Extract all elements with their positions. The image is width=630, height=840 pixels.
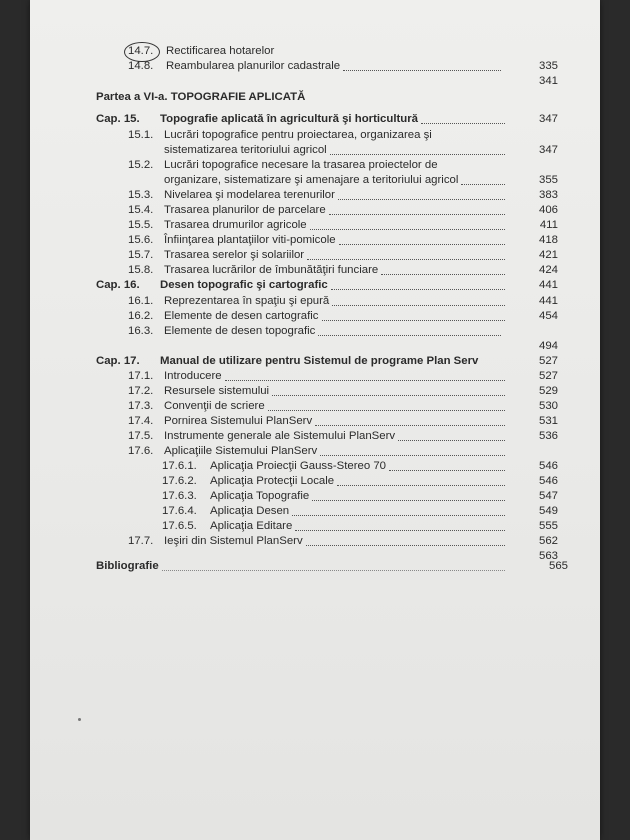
entry-title: Ieşiri din Sistemul PlanServ <box>164 535 303 547</box>
entry-page: 418 <box>538 234 558 246</box>
entry-page: 383 <box>538 189 558 201</box>
entry-number: 15.1. <box>128 129 154 141</box>
entry-number: 17.1. <box>128 370 154 382</box>
toc-entry-17-3 <box>128 398 508 414</box>
part-heading <box>96 89 396 105</box>
chapter-title: Topografie aplicată în agricultură şi horticultură <box>160 113 419 125</box>
entry-title: Pornirea Sistemului PlanServ <box>164 415 313 427</box>
toc-entry-15-5 <box>128 217 508 233</box>
entry-page: 565 <box>548 560 568 572</box>
entry-number: 15.5. <box>128 219 154 231</box>
entry-title-cont: organizare, sistematizare şi amenajare a teritoriului agricol <box>164 174 459 186</box>
entry-number: 17.4. <box>128 415 154 427</box>
entry-title: Reambularea planurilor cadastrale <box>166 60 341 72</box>
dot-leader <box>268 400 505 411</box>
entry-number: 17.7. <box>128 535 154 547</box>
entry-page: 441 <box>538 295 558 307</box>
entry-page: 555 <box>538 520 558 532</box>
entry-page: 406 <box>538 204 558 216</box>
entry-number: 15.6. <box>128 234 154 246</box>
toc-entry-17-6 <box>128 443 508 459</box>
dot-leader <box>421 113 505 124</box>
dot-leader <box>338 189 505 200</box>
dot-leader <box>389 460 505 471</box>
dot-leader <box>343 60 501 71</box>
entry-number: 15.7. <box>128 249 154 261</box>
entry-page: 530 <box>538 400 558 412</box>
dot-leader <box>272 385 505 396</box>
dot-leader <box>339 234 505 245</box>
toc-entry-15-2 <box>128 157 508 173</box>
entry-title: Introducere <box>164 370 222 382</box>
entry-title: Nivelarea şi modelarea terenurilor <box>164 189 335 201</box>
toc-entry-15-6 <box>128 232 508 248</box>
toc-entry-17-6-2 <box>162 473 508 489</box>
chapter-17 <box>96 353 516 369</box>
entry-page: 546 <box>538 460 558 472</box>
entry-title-cont: sistematizarea teritoriului agricol <box>164 144 327 156</box>
toc-entry-17-6-1 <box>162 458 508 474</box>
dot-leader <box>398 430 505 441</box>
entry-title: Elemente de desen cartografic <box>164 310 319 322</box>
entry-page: 421 <box>538 249 558 261</box>
entry-title: Înfiinţarea plantaţiilor viti-pomicole <box>164 234 336 246</box>
entry-title: Aplicaţia Proiecţii Gauss-Stereo 70 <box>210 460 387 472</box>
toc-entry-16-1 <box>128 293 508 309</box>
entry-title: Lucrări topografice pentru proiectarea, organizarea şi <box>164 129 432 141</box>
entry-number: 15.8. <box>128 264 154 276</box>
entry-page: 341 <box>538 75 558 87</box>
toc-entry-16-2 <box>128 308 508 324</box>
entry-page: 424 <box>538 264 558 276</box>
entry-title: Reprezentarea în spaţiu şi epură <box>164 295 330 307</box>
dot-leader <box>330 144 505 155</box>
chapter-number: Cap. 15. <box>96 113 140 125</box>
toc-entry-17-2 <box>128 383 508 399</box>
dot-leader <box>295 520 505 531</box>
book-page <box>30 0 600 840</box>
entry-page: 547 <box>538 490 558 502</box>
entry-number: 17.6.1. <box>162 460 197 472</box>
entry-page: 347 <box>538 113 558 125</box>
dot-leader <box>320 445 505 456</box>
dot-leader <box>310 219 505 230</box>
dot-leader <box>312 490 505 501</box>
toc-entry-17-5 <box>128 428 508 444</box>
table-of-contents <box>30 0 600 840</box>
entry-title: Aplicaţia Editare <box>210 520 293 532</box>
entry-number: 17.3. <box>128 400 154 412</box>
entry-title: Trasarea planurilor de parcelare <box>164 204 326 216</box>
entry-page: 531 <box>538 415 558 427</box>
dot-leader <box>292 505 505 516</box>
entry-page: 536 <box>538 430 558 442</box>
entry-page: 411 <box>539 219 558 231</box>
entry-number: 17.6.4. <box>162 505 197 517</box>
entry-title: Trasarea drumurilor agricole <box>164 219 307 231</box>
toc-entry-15-8 <box>128 262 508 278</box>
bibliography-title: Bibliografie <box>96 560 159 572</box>
toc-entry-17-1 <box>128 368 508 384</box>
entry-title: Trasarea serelor şi solariilor <box>164 249 305 261</box>
entry-number: 17.6.5. <box>162 520 197 532</box>
dot-leader <box>306 535 505 546</box>
entry-title: Aplicaţia Topografie <box>210 490 310 502</box>
dot-leader <box>337 475 505 486</box>
toc-entry-17-4 <box>128 413 508 429</box>
chapter-number: Cap. 17. <box>96 355 140 367</box>
entry-page: 527 <box>538 370 558 382</box>
entry-number: 17.6.2. <box>162 475 197 487</box>
bibliography-entry <box>96 558 508 574</box>
entry-page: 454 <box>538 310 558 322</box>
entry-number: 15.4. <box>128 204 154 216</box>
entry-number: 17.5. <box>128 430 154 442</box>
dot-leader <box>315 415 505 426</box>
entry-title: Resursele sistemului <box>164 385 270 397</box>
toc-entry-17-6-3 <box>162 488 508 504</box>
entry-page: 347 <box>538 144 558 156</box>
entry-page: 441 <box>538 279 558 291</box>
entry-title: Trasarea lucrărilor de îmbunătăţiri funciare <box>164 264 379 276</box>
entry-title: Lucrări topografice necesare la trasarea proiectelor de <box>164 159 438 171</box>
toc-entry-14-8 <box>128 58 504 74</box>
entry-page: 563 <box>538 550 558 562</box>
entry-title: Aplicaţia Desen <box>210 505 290 517</box>
dot-leader <box>332 295 505 306</box>
entry-page: 549 <box>538 505 558 517</box>
toc-entry-15-7 <box>128 247 508 263</box>
toc-entry-14-7 <box>128 43 498 59</box>
entry-page: 562 <box>538 535 558 547</box>
entry-page: 494 <box>538 340 558 352</box>
entry-number: 14.8. <box>128 60 154 72</box>
entry-number: 17.6.3. <box>162 490 197 502</box>
dot-leader <box>307 249 505 260</box>
entry-title: Aplicaţiile Sistemului PlanServ <box>164 445 318 457</box>
entry-number: 15.3. <box>128 189 154 201</box>
entry-page: 529 <box>538 385 558 397</box>
dot-leader <box>461 174 505 185</box>
entry-page: 355 <box>538 174 558 186</box>
toc-entry-15-3 <box>128 187 508 203</box>
entry-page: 527 <box>538 355 558 367</box>
entry-title: Instrumente generale ale Sistemului PlanServ <box>164 430 396 442</box>
entry-number: 16.1. <box>128 295 154 307</box>
toc-entry-15-2-cont <box>164 172 508 188</box>
dot-leader <box>329 204 505 215</box>
entry-title: Aplicaţia Protecţii Locale <box>210 475 335 487</box>
dot-leader <box>162 560 505 571</box>
entry-number: 17.2. <box>128 385 154 397</box>
entry-page: 335 <box>538 60 558 72</box>
entry-number: 15.2. <box>128 159 154 171</box>
dot-leader <box>381 264 505 275</box>
chapter-number: Cap. 16. <box>96 279 140 291</box>
dot-leader <box>318 325 501 336</box>
dot-leader <box>225 370 505 381</box>
entry-title: Convenţii de scriere <box>164 400 265 412</box>
dot-leader <box>322 310 506 321</box>
entry-title: Elemente de desen topografic <box>164 325 316 337</box>
entry-page: 546 <box>538 475 558 487</box>
toc-entry-17-7 <box>128 533 508 549</box>
toc-entry-15-1-cont <box>164 142 508 158</box>
margin-dot <box>78 718 81 721</box>
dot-leader <box>331 279 505 290</box>
chapter-16 <box>96 277 508 293</box>
chapter-title: Desen topografic şi cartografic <box>160 279 328 291</box>
entry-number: 14.7. <box>128 45 154 57</box>
toc-entry-17-6-4 <box>162 503 508 519</box>
chapter-15 <box>96 111 508 127</box>
part-title: Partea a VI-a. TOPOGRAFIE APLICATĂ <box>96 91 306 103</box>
entry-title: Rectificarea hotarelor <box>166 45 275 57</box>
entry-number: 17.6. <box>128 445 154 457</box>
entry-number: 16.2. <box>128 310 154 322</box>
toc-entry-15-4 <box>128 202 508 218</box>
toc-entry-17-6-5 <box>162 518 508 534</box>
entry-number: 16.3. <box>128 325 154 337</box>
toc-entry-16-3 <box>128 323 504 339</box>
chapter-title: Manual de utilizare pentru Sistemul de programe Plan Serv <box>160 355 479 367</box>
toc-entry-15-1 <box>128 127 508 143</box>
